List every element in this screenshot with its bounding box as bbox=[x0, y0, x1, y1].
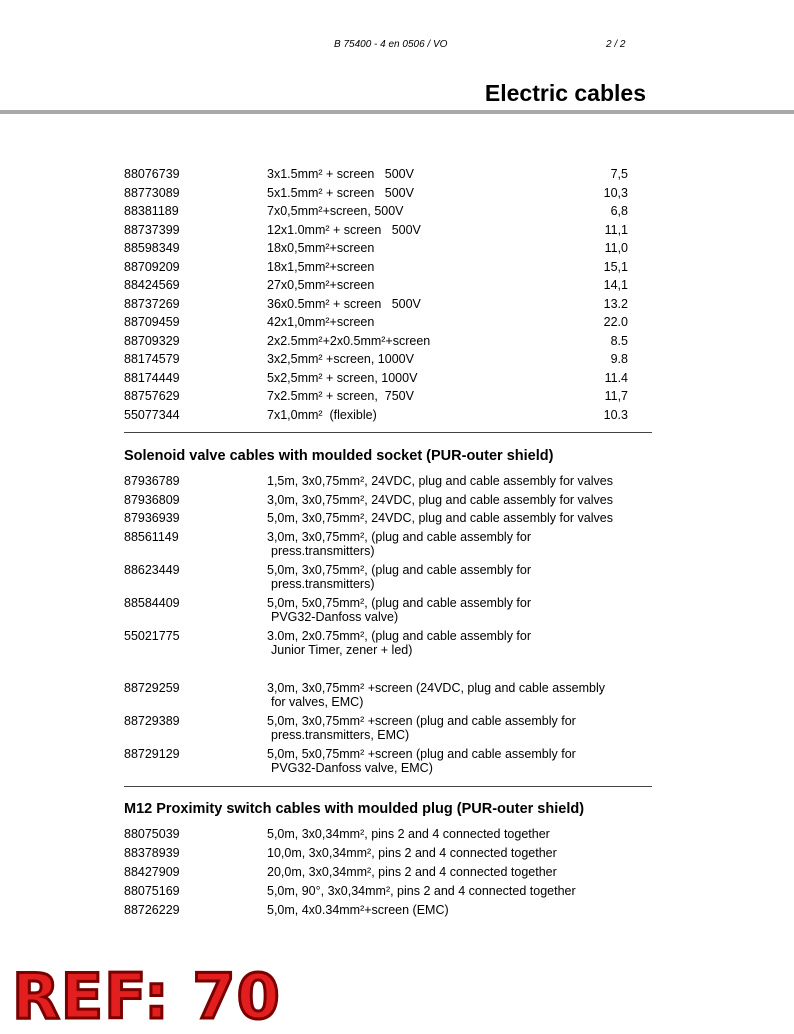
section-divider bbox=[124, 432, 652, 433]
item-description: 3,0m, 3x0,75mm² +screen (24VDC, plug and cable assembly for valves, EMC) bbox=[267, 680, 606, 709]
cable-row bbox=[0, 241, 794, 256]
cable-diameter: 9.8 bbox=[610, 352, 628, 366]
part-number: 88174449 bbox=[124, 370, 180, 385]
part-number: 55077344 bbox=[124, 407, 180, 422]
part-number: 88726229 bbox=[124, 903, 180, 917]
cable-diameter: 11.4 bbox=[604, 370, 628, 385]
cable-diameter: 11,1 bbox=[604, 222, 628, 237]
cable-row bbox=[0, 223, 794, 238]
item-description: 5,0m, 3x0,75mm², 24VDC, plug and cable assembly for valves bbox=[267, 511, 613, 525]
cable-diameter: 10.3 bbox=[603, 407, 628, 422]
cable-row bbox=[0, 186, 794, 201]
item-description: 20,0m, 3x0,34mm², pins 2 and 4 connected together bbox=[267, 865, 557, 879]
part-number: 88773089 bbox=[124, 185, 180, 200]
reference-stamp: REF: 70 bbox=[12, 960, 281, 1033]
part-number: 88729129 bbox=[124, 746, 180, 761]
cable-row bbox=[0, 204, 794, 219]
cable-description: 3x2,5mm² +screen, 1000V bbox=[267, 352, 414, 366]
part-number: 88075039 bbox=[124, 827, 180, 841]
part-number: 87936789 bbox=[124, 474, 180, 488]
cable-description: 7x0,5mm²+screen, 500V bbox=[267, 204, 404, 218]
cable-diameter: 11,7 bbox=[604, 389, 628, 403]
part-number: 88075169 bbox=[124, 884, 180, 898]
cable-diameter: 14,1 bbox=[603, 278, 628, 292]
cable-description: 18x1,5mm²+screen bbox=[267, 259, 375, 274]
part-number: 88757629 bbox=[124, 389, 180, 403]
part-number: 88076739 bbox=[124, 167, 180, 181]
section-heading-solenoid: Solenoid valve cables with moulded socket (PUR-outer shield) bbox=[124, 448, 554, 464]
cable-description: 7x2.5mm² + screen, 750V bbox=[267, 389, 414, 403]
item-description: 3,0m, 3x0,75mm², (plug and cable assembly for press.transmitters) bbox=[267, 529, 532, 558]
cable-description: 3x1.5mm² + screen 500V bbox=[267, 167, 414, 181]
item-description: 10,0m, 3x0,34mm², pins 2 and 4 connected together bbox=[267, 846, 557, 860]
cable-row bbox=[0, 297, 794, 312]
part-number: 88737269 bbox=[124, 296, 180, 311]
part-number: 88378939 bbox=[124, 846, 180, 860]
document-reference: B 75400 - 4 en 0506 / VO bbox=[334, 39, 448, 50]
part-number: 88729259 bbox=[124, 680, 180, 695]
cable-description: 12x1.0mm² + screen 500V bbox=[267, 222, 421, 237]
cable-row bbox=[0, 352, 794, 367]
cable-diameter: 6,8 bbox=[610, 204, 628, 218]
part-number: 88427909 bbox=[124, 865, 180, 879]
part-number: 88729389 bbox=[124, 713, 180, 728]
item-description: 5,0m, 3x0,75mm² +screen (plug and cable assembly for press.transmitters, EMC) bbox=[267, 713, 576, 742]
cable-row bbox=[0, 315, 794, 330]
part-number: 87936809 bbox=[124, 492, 180, 507]
item-description: 5,0m, 4x0.34mm²+screen (EMC) bbox=[267, 903, 449, 917]
part-number: 87936939 bbox=[124, 511, 180, 525]
cable-description: 5x1.5mm² + screen 500V bbox=[267, 185, 414, 200]
cable-diameter: 22.0 bbox=[603, 315, 628, 329]
cable-diameter: 13.2 bbox=[603, 296, 628, 311]
item-description: 5,0m, 5x0,75mm², (plug and cable assembly for PVG32-Danfoss valve) bbox=[267, 595, 532, 624]
cable-row bbox=[0, 334, 794, 349]
cable-description: 42x1,0mm²+screen bbox=[267, 315, 375, 329]
title-divider bbox=[0, 110, 794, 114]
page-title: Electric cables bbox=[484, 80, 646, 106]
cable-description: 5x2,5mm² + screen, 1000V bbox=[267, 370, 418, 385]
cable-row bbox=[0, 278, 794, 293]
part-number: 88381189 bbox=[124, 204, 179, 218]
item-description: 1,5m, 3x0,75mm², 24VDC, plug and cable assembly for valves bbox=[267, 474, 613, 488]
part-number: 88424569 bbox=[124, 278, 180, 292]
cable-row bbox=[0, 371, 794, 386]
cable-diameter: 10,3 bbox=[603, 185, 628, 200]
cable-description: 2x2.5mm²+2x0.5mm²+screen bbox=[267, 333, 431, 348]
section-divider bbox=[124, 786, 652, 787]
part-number: 88561149 bbox=[124, 529, 179, 544]
part-number: 55021775 bbox=[124, 628, 180, 643]
cable-description: 27x0,5mm²+screen bbox=[267, 278, 375, 292]
part-number: 88623449 bbox=[124, 562, 180, 577]
cable-diameter: 11,0 bbox=[604, 241, 628, 255]
cable-row bbox=[0, 389, 794, 404]
item-description: 5,0m, 5x0,75mm² +screen (plug and cable assembly for PVG32-Danfoss valve, EMC) bbox=[267, 746, 576, 775]
part-number: 88584409 bbox=[124, 595, 180, 610]
item-description: 3,0m, 3x0,75mm², 24VDC, plug and cable assembly for valves bbox=[267, 492, 613, 507]
item-description: 3.0m, 2x0.75mm², (plug and cable assembly for Junior Timer, zener + led) bbox=[267, 628, 532, 657]
part-number: 88737399 bbox=[124, 222, 180, 237]
part-number: 88709459 bbox=[124, 315, 180, 329]
cable-row bbox=[0, 260, 794, 275]
part-number: 88709329 bbox=[124, 333, 180, 348]
part-number: 88598349 bbox=[124, 241, 180, 255]
cable-description: 36x0.5mm² + screen 500V bbox=[267, 296, 421, 311]
item-description: 5,0m, 3x0,75mm², (plug and cable assembly for press.transmitters) bbox=[267, 562, 532, 591]
cable-diameter: 8.5 bbox=[610, 333, 628, 348]
page-number: 2 / 2 bbox=[606, 39, 626, 50]
part-number: 88174579 bbox=[124, 352, 180, 366]
cable-row bbox=[0, 408, 794, 423]
cable-description: 18x0,5mm²+screen bbox=[267, 241, 375, 255]
part-number: 88709209 bbox=[124, 259, 180, 274]
item-description: 5,0m, 3x0,34mm², pins 2 and 4 connected together bbox=[267, 827, 550, 841]
cable-diameter: 15,1 bbox=[603, 259, 628, 274]
section-heading-proximity: M12 Proximity switch cables with moulded plug (PUR-outer shield) bbox=[124, 801, 585, 817]
item-description: 5,0m, 90°, 3x0,34mm², pins 2 and 4 connected together bbox=[267, 884, 576, 898]
cable-description: 7x1,0mm² (flexible) bbox=[267, 407, 377, 422]
cable-diameter: 7,5 bbox=[610, 167, 628, 181]
cable-row bbox=[0, 167, 794, 182]
